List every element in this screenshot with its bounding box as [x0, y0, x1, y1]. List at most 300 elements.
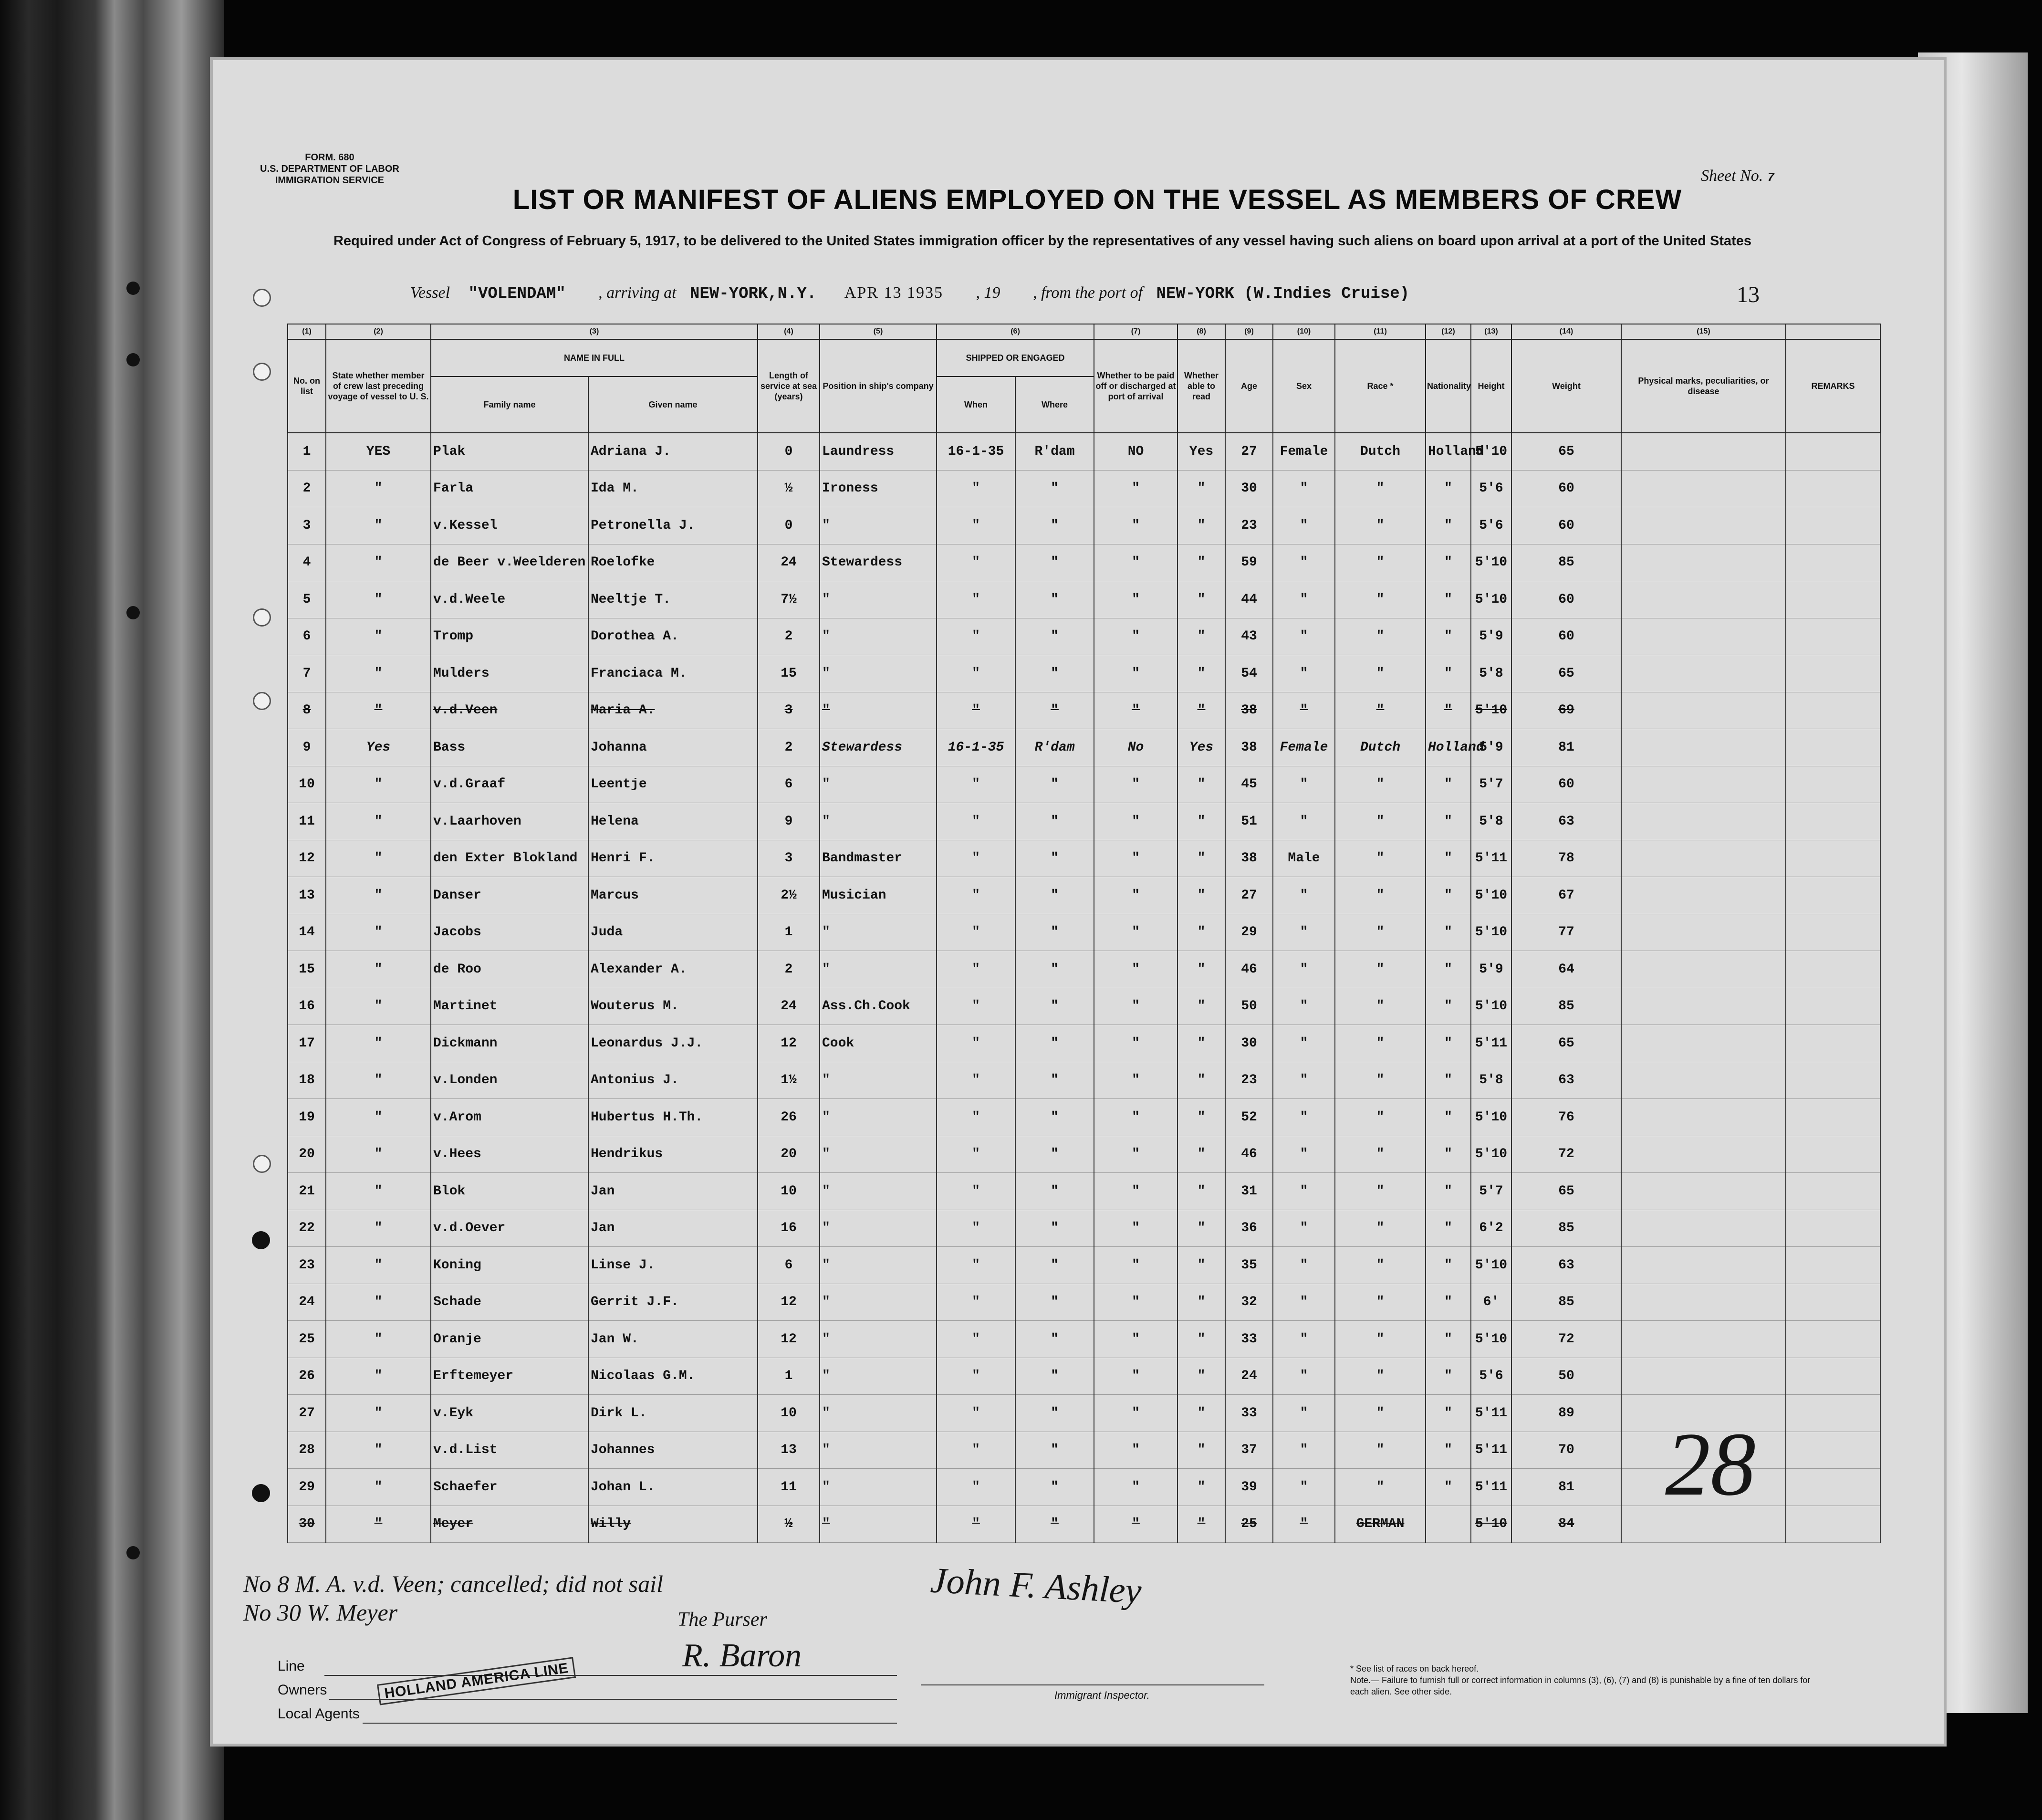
family-name-cell: Erftemeyer	[431, 1358, 588, 1395]
when-cell: "	[937, 1284, 1015, 1321]
given-name-cell: Wouterus M.	[588, 988, 758, 1025]
table-row	[288, 1210, 1880, 1247]
sex-cell: "	[1273, 1321, 1335, 1358]
family-name-cell: Schade	[431, 1284, 588, 1321]
member-cell: "	[326, 1321, 431, 1358]
given-name-cell: Alexander A.	[588, 951, 758, 988]
member-cell: "	[326, 1284, 431, 1321]
table-row	[288, 1099, 1880, 1136]
given-name-cell: Linse J.	[588, 1247, 758, 1284]
inspector-signature: John F. Ashley	[929, 1560, 1143, 1611]
service-cell: ½	[758, 470, 820, 507]
nationality-cell: "	[1426, 1395, 1471, 1432]
column-number: (15)	[1621, 324, 1786, 339]
member-cell: "	[326, 1432, 431, 1469]
from-port-label: , from the port of	[1032, 284, 1143, 302]
race-cell: "	[1335, 470, 1426, 507]
family-name-cell: Bass	[431, 729, 588, 766]
age-cell: 24	[1225, 1358, 1273, 1395]
height-cell: 5'10	[1471, 1099, 1511, 1136]
height-cell: 6'	[1471, 1284, 1511, 1321]
position-cell: "	[820, 1210, 937, 1247]
punch-hole	[252, 1231, 270, 1249]
row-number: 7	[288, 655, 326, 692]
able-to-read-cell: "	[1177, 1210, 1225, 1247]
remarks-cell	[1786, 877, 1880, 914]
where-cell: "	[1015, 544, 1094, 581]
able-to-read-cell: "	[1177, 840, 1225, 877]
family-name-cell: v.Laarhoven	[431, 803, 588, 840]
form-number: FORM. 680	[305, 152, 354, 163]
when-cell: "	[937, 581, 1015, 618]
given-name-cell: Roelofke	[588, 544, 758, 581]
race-cell: "	[1335, 1395, 1426, 1432]
physical-marks-cell	[1621, 655, 1786, 692]
when-cell: "	[937, 1210, 1015, 1247]
height-cell: 5'6	[1471, 507, 1511, 544]
member-cell: "	[326, 544, 431, 581]
form-identifier	[260, 152, 399, 186]
given-name-cell: Petronella J.	[588, 507, 758, 544]
table-row	[288, 618, 1880, 655]
where-cell: "	[1015, 1247, 1094, 1284]
race-cell: "	[1335, 1025, 1426, 1062]
given-name-cell: Antonius J.	[588, 1062, 758, 1099]
family-name-cell: Martinet	[431, 988, 588, 1025]
member-cell: "	[326, 914, 431, 951]
able-to-read-cell: Yes	[1177, 729, 1225, 766]
physical-marks-cell	[1621, 766, 1786, 803]
column-number: (5)	[820, 324, 937, 339]
physical-marks-cell	[1621, 803, 1786, 840]
table-row	[288, 951, 1880, 988]
table-row	[288, 544, 1880, 581]
row-number: 24	[288, 1284, 326, 1321]
sex-cell: "	[1273, 951, 1335, 988]
race-cell: "	[1335, 655, 1426, 692]
nationality-cell: "	[1426, 914, 1471, 951]
physical-marks-cell	[1621, 507, 1786, 544]
member-cell: "	[326, 1358, 431, 1395]
age-cell: 46	[1225, 1136, 1273, 1173]
remarks-cell	[1786, 1210, 1880, 1247]
family-name-cell: v.Hees	[431, 1136, 588, 1173]
where-cell: "	[1015, 655, 1094, 692]
member-cell: "	[326, 507, 431, 544]
physical-marks-cell	[1621, 1062, 1786, 1099]
nationality-cell: "	[1426, 1432, 1471, 1469]
physical-marks-cell	[1621, 1284, 1786, 1321]
sex-cell: "	[1273, 470, 1335, 507]
nationality-cell: "	[1426, 1062, 1471, 1099]
table-row	[288, 655, 1880, 692]
remarks-cell	[1786, 470, 1880, 507]
paid-off-cell: "	[1094, 988, 1177, 1025]
header-remarks: REMARKS	[1786, 339, 1880, 433]
where-cell: "	[1015, 470, 1094, 507]
physical-marks-cell	[1621, 1321, 1786, 1358]
when-cell: "	[937, 1173, 1015, 1210]
row-number: 8	[288, 692, 326, 729]
paid-off-cell: "	[1094, 1321, 1177, 1358]
weight-cell: 60	[1511, 618, 1621, 655]
service-cell: 24	[758, 988, 820, 1025]
height-cell: 5'11	[1471, 1025, 1511, 1062]
age-cell: 23	[1225, 507, 1273, 544]
footer-agents-rule	[363, 1723, 897, 1724]
column-number: (12)	[1426, 324, 1471, 339]
row-number: 2	[288, 470, 326, 507]
binder-hole	[126, 1546, 140, 1559]
race-cell: "	[1335, 766, 1426, 803]
age-cell: 27	[1225, 433, 1273, 470]
able-to-read-cell: "	[1177, 1025, 1225, 1062]
position-cell: "	[820, 581, 937, 618]
age-cell: 39	[1225, 1469, 1273, 1506]
where-cell: "	[1015, 1358, 1094, 1395]
physical-marks-cell	[1621, 1358, 1786, 1395]
agents-stamp: HOLLAND AMERICA LINE	[377, 1657, 576, 1705]
family-name-cell: v.d.Oever	[431, 1210, 588, 1247]
height-cell: 5'10	[1471, 433, 1511, 470]
when-cell: "	[937, 507, 1015, 544]
table-row	[288, 1432, 1880, 1469]
position-cell: "	[820, 766, 937, 803]
nationality-cell: "	[1426, 1247, 1471, 1284]
weight-cell: 65	[1511, 1173, 1621, 1210]
row-number: 19	[288, 1099, 326, 1136]
able-to-read-cell: "	[1177, 1136, 1225, 1173]
when-cell: "	[937, 1469, 1015, 1506]
where-cell: "	[1015, 914, 1094, 951]
when-cell: "	[937, 914, 1015, 951]
service-cell: 0	[758, 507, 820, 544]
member-cell: "	[326, 877, 431, 914]
family-name-cell: Danser	[431, 877, 588, 914]
when-cell: "	[937, 1506, 1015, 1543]
race-cell: "	[1335, 803, 1426, 840]
able-to-read-cell: "	[1177, 803, 1225, 840]
nationality-cell: "	[1426, 1136, 1471, 1173]
header-paid-off: Whether to be paid off or discharged at port of arrival	[1094, 339, 1177, 433]
position-cell: Cook	[820, 1025, 937, 1062]
header-when: When	[937, 377, 1015, 433]
able-to-read-cell: "	[1177, 1062, 1225, 1099]
family-name-cell: v.d.Weele	[431, 581, 588, 618]
position-cell: "	[820, 1247, 937, 1284]
paid-off-cell: "	[1094, 766, 1177, 803]
position-cell: "	[820, 618, 937, 655]
where-cell: "	[1015, 1284, 1094, 1321]
height-cell: 5'10	[1471, 1247, 1511, 1284]
given-name-cell: Johannes	[588, 1432, 758, 1469]
position-cell: "	[820, 1358, 937, 1395]
paid-off-cell: "	[1094, 1099, 1177, 1136]
column-number-row	[288, 324, 1880, 339]
able-to-read-cell: "	[1177, 692, 1225, 729]
column-number: (10)	[1273, 324, 1335, 339]
when-cell: 16-1-35	[937, 729, 1015, 766]
column-number: (3)	[431, 324, 758, 339]
table-row	[288, 1395, 1880, 1432]
binder-hole	[126, 606, 140, 619]
able-to-read-cell: "	[1177, 951, 1225, 988]
family-name-cell: Tromp	[431, 618, 588, 655]
family-name-cell: de Beer v.Weelderen	[431, 544, 588, 581]
nationality-cell: "	[1426, 618, 1471, 655]
remarks-cell	[1786, 1284, 1880, 1321]
position-cell: Ironess	[820, 470, 937, 507]
race-cell: "	[1335, 1136, 1426, 1173]
remarks-cell	[1786, 988, 1880, 1025]
binder-hole	[126, 282, 140, 295]
age-cell: 46	[1225, 951, 1273, 988]
arrival-date-stamp: APR 13 1935	[844, 284, 943, 302]
nationality-cell: "	[1426, 803, 1471, 840]
sex-cell: "	[1273, 766, 1335, 803]
remarks-cell	[1786, 692, 1880, 729]
column-number: (4)	[758, 324, 820, 339]
member-cell: "	[326, 1247, 431, 1284]
age-cell: 37	[1225, 1432, 1273, 1469]
remarks-cell	[1786, 729, 1880, 766]
footer-owners-label: Owners	[278, 1682, 327, 1698]
table-row	[288, 729, 1880, 766]
position-cell: "	[820, 507, 937, 544]
age-cell: 45	[1225, 766, 1273, 803]
when-cell: "	[937, 1395, 1015, 1432]
age-cell: 59	[1225, 544, 1273, 581]
position-cell: "	[820, 1321, 937, 1358]
inspector-rule	[921, 1684, 1264, 1685]
position-cell: "	[820, 951, 937, 988]
nationality-cell: "	[1426, 988, 1471, 1025]
header-race: Race *	[1335, 339, 1426, 433]
physical-marks-cell	[1621, 1173, 1786, 1210]
race-cell: "	[1335, 1358, 1426, 1395]
service-cell: 12	[758, 1284, 820, 1321]
service-cell: 10	[758, 1395, 820, 1432]
family-name-cell: Schaefer	[431, 1469, 588, 1506]
paid-off-cell: "	[1094, 1469, 1177, 1506]
paid-off-cell: "	[1094, 1173, 1177, 1210]
given-name-cell: Adriana J.	[588, 433, 758, 470]
physical-marks-cell	[1621, 729, 1786, 766]
table-row	[288, 1173, 1880, 1210]
row-number: 1	[288, 433, 326, 470]
weight-cell: 63	[1511, 1247, 1621, 1284]
weight-cell: 69	[1511, 692, 1621, 729]
remarks-cell	[1786, 544, 1880, 581]
header-weight: Weight	[1511, 339, 1621, 433]
given-name-cell: Johanna	[588, 729, 758, 766]
able-to-read-cell: "	[1177, 1247, 1225, 1284]
footer-line-rule	[324, 1675, 897, 1676]
when-cell: 16-1-35	[937, 433, 1015, 470]
position-cell: "	[820, 1395, 937, 1432]
header-length-of-service: Length of service at sea (years)	[758, 339, 820, 433]
sheet-label: Sheet No.	[1701, 167, 1763, 185]
given-name-cell: Helena	[588, 803, 758, 840]
vessel-name: "VOLENDAM"	[468, 285, 566, 303]
race-cell: "	[1335, 1284, 1426, 1321]
table-row	[288, 433, 1880, 470]
when-cell: "	[937, 544, 1015, 581]
race-cell: "	[1335, 1062, 1426, 1099]
page-title: LIST OR MANIFEST OF ALIENS EMPLOYED ON THE VESSEL AS MEMBERS OF CREW	[512, 184, 1682, 215]
race-cell: "	[1335, 1173, 1426, 1210]
where-cell: "	[1015, 1321, 1094, 1358]
service-cell: 20	[758, 1136, 820, 1173]
row-number: 27	[288, 1395, 326, 1432]
header-no-on-list: No. on list	[288, 339, 326, 433]
when-cell: "	[937, 1432, 1015, 1469]
header-name-in-full: NAME IN FULL	[431, 339, 758, 377]
family-name-cell: Dickmann	[431, 1025, 588, 1062]
able-to-read-cell: "	[1177, 1358, 1225, 1395]
column-number: (9)	[1225, 324, 1273, 339]
position-cell: Ass.Ch.Cook	[820, 988, 937, 1025]
weight-cell: 85	[1511, 544, 1621, 581]
remarks-cell	[1786, 1395, 1880, 1432]
weight-cell: 64	[1511, 951, 1621, 988]
family-name-cell: Jacobs	[431, 914, 588, 951]
paid-off-cell: "	[1094, 840, 1177, 877]
remarks-cell	[1786, 914, 1880, 951]
weight-cell: 85	[1511, 1284, 1621, 1321]
sex-cell: "	[1273, 544, 1335, 581]
service-cell: 12	[758, 1025, 820, 1062]
row-number: 6	[288, 618, 326, 655]
age-cell: 25	[1225, 1506, 1273, 1543]
row-number: 13	[288, 877, 326, 914]
able-to-read-cell: "	[1177, 766, 1225, 803]
binder-hole	[126, 353, 140, 366]
age-cell: 51	[1225, 803, 1273, 840]
table-row	[288, 1284, 1880, 1321]
arriving-port: NEW-YORK,N.Y.	[690, 285, 817, 303]
able-to-read-cell: "	[1177, 581, 1225, 618]
inspector-label: Immigrant Inspector.	[1054, 1689, 1150, 1701]
row-number: 17	[288, 1025, 326, 1062]
weight-cell: 60	[1511, 470, 1621, 507]
position-cell: Stewardess	[820, 729, 937, 766]
where-cell: "	[1015, 803, 1094, 840]
remarks-cell	[1786, 766, 1880, 803]
service-cell: 0	[758, 433, 820, 470]
when-cell: "	[937, 877, 1015, 914]
where-cell: "	[1015, 692, 1094, 729]
member-cell: "	[326, 1210, 431, 1247]
height-cell: 5'10	[1471, 1506, 1511, 1543]
where-cell: R'dam	[1015, 729, 1094, 766]
where-cell: "	[1015, 840, 1094, 877]
header-state-member: State whether member of crew last preceding voyage of vessel to U. S.	[326, 339, 431, 433]
table-row	[288, 1136, 1880, 1173]
when-cell: "	[937, 1136, 1015, 1173]
when-cell: "	[937, 692, 1015, 729]
punch-hole	[253, 608, 271, 627]
paid-off-cell: "	[1094, 877, 1177, 914]
able-to-read-cell: "	[1177, 1506, 1225, 1543]
paid-off-cell: "	[1094, 655, 1177, 692]
paid-off-cell: "	[1094, 544, 1177, 581]
sex-cell: Male	[1273, 840, 1335, 877]
member-cell: "	[326, 470, 431, 507]
table-row	[288, 840, 1880, 877]
column-number: (1)	[288, 324, 326, 339]
when-cell: "	[937, 1025, 1015, 1062]
where-cell: "	[1015, 1025, 1094, 1062]
column-number: (14)	[1511, 324, 1621, 339]
paid-off-cell: "	[1094, 1358, 1177, 1395]
race-cell: "	[1335, 544, 1426, 581]
row-number: 4	[288, 544, 326, 581]
race-cell: "	[1335, 1247, 1426, 1284]
member-cell: "	[326, 840, 431, 877]
nationality-cell: "	[1426, 544, 1471, 581]
where-cell: "	[1015, 1062, 1094, 1099]
family-name-cell: Farla	[431, 470, 588, 507]
physical-marks-cell	[1621, 951, 1786, 988]
sheet-number	[1701, 167, 1774, 185]
handwritten-margin-number: 28	[1665, 1414, 1756, 1515]
height-cell: 5'10	[1471, 581, 1511, 618]
sex-cell: "	[1273, 1025, 1335, 1062]
paid-off-cell: "	[1094, 1284, 1177, 1321]
service-cell: 3	[758, 692, 820, 729]
sex-cell: "	[1273, 1432, 1335, 1469]
row-number: 25	[288, 1321, 326, 1358]
height-cell: 5'9	[1471, 951, 1511, 988]
service-cell: 6	[758, 1247, 820, 1284]
remarks-cell	[1786, 1025, 1880, 1062]
member-cell: "	[326, 951, 431, 988]
nationality-cell: "	[1426, 507, 1471, 544]
able-to-read-cell: "	[1177, 618, 1225, 655]
when-cell: "	[937, 1358, 1015, 1395]
position-cell: "	[820, 1284, 937, 1321]
sex-cell: "	[1273, 1395, 1335, 1432]
position-cell: "	[820, 1506, 937, 1543]
service-cell: 1	[758, 1358, 820, 1395]
table-row	[288, 914, 1880, 951]
position-cell: "	[820, 1099, 937, 1136]
header-able-to-read: Whether able to read	[1177, 339, 1225, 433]
given-name-cell: Jan	[588, 1210, 758, 1247]
where-cell: "	[1015, 581, 1094, 618]
paid-off-cell: "	[1094, 1062, 1177, 1099]
given-name-cell: Dirk L.	[588, 1395, 758, 1432]
given-name-cell: Maria A.	[588, 692, 758, 729]
member-cell: "	[326, 1173, 431, 1210]
race-cell: "	[1335, 1432, 1426, 1469]
family-name-cell: v.Eyk	[431, 1395, 588, 1432]
form-department: U.S. DEPARTMENT OF LABOR	[260, 164, 399, 174]
age-cell: 54	[1225, 655, 1273, 692]
age-cell: 44	[1225, 581, 1273, 618]
physical-marks-cell	[1621, 692, 1786, 729]
given-name-cell: Dorothea A.	[588, 618, 758, 655]
family-name-cell: Koning	[431, 1247, 588, 1284]
member-cell: "	[326, 766, 431, 803]
race-cell: "	[1335, 988, 1426, 1025]
position-cell: "	[820, 914, 937, 951]
where-cell: "	[1015, 877, 1094, 914]
nationality-cell	[1426, 1506, 1471, 1543]
remarks-cell	[1786, 803, 1880, 840]
service-cell: 16	[758, 1210, 820, 1247]
